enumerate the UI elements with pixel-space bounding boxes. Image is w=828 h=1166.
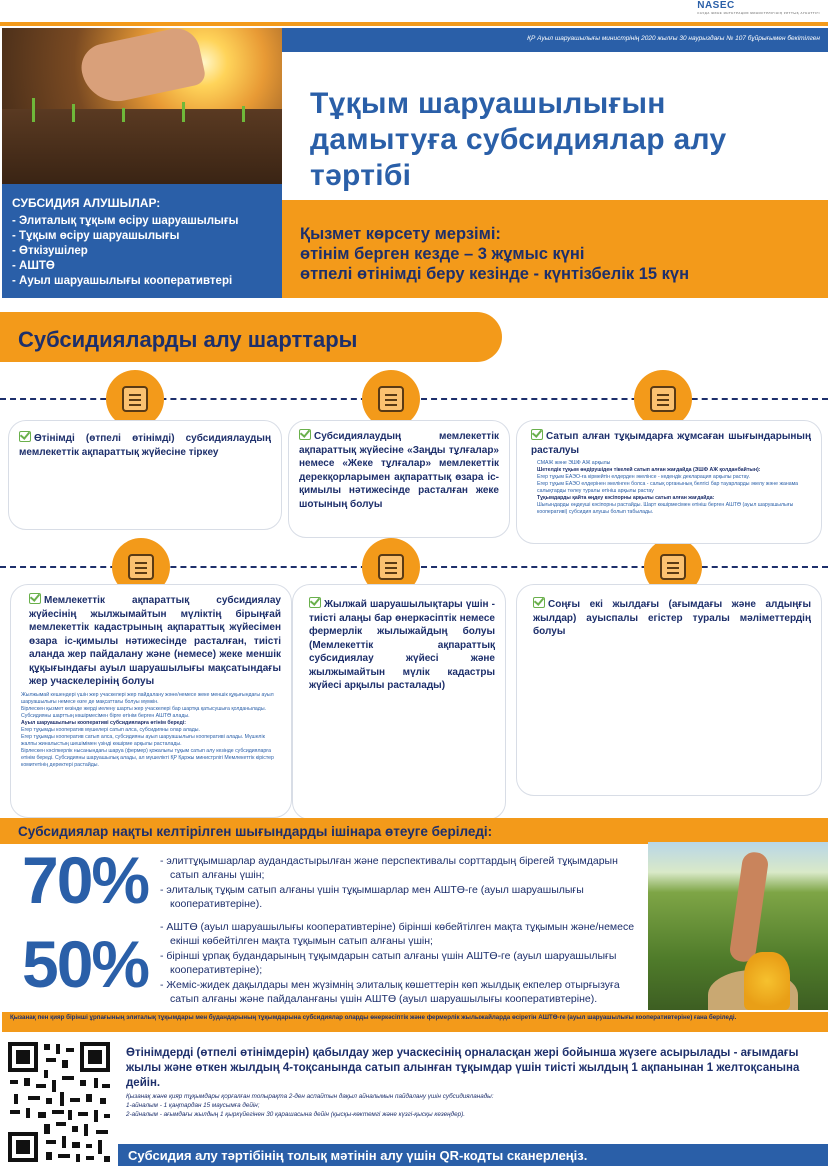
recipients-panel (2, 184, 282, 298)
nasec-logo (697, 0, 820, 15)
qr-code-graphic (6, 1040, 112, 1164)
note-item: Шетелдік тұқым өндірушіден тікелей сатып алған жағдайда (ЭШФ АЖ қолданбайтын): (537, 467, 761, 473)
service-line-transition: өтпелі өтінімді беру кезінде - күнтізбелік 15 күн (300, 265, 690, 283)
soil-shape (2, 109, 282, 184)
condition-card-crop-rotation (516, 584, 822, 796)
tier-item: - Жеміс-жидек дақылдары мен жүзімнің элиталық көшеттерін көп жылдық екпелер отырғызуға сатып алғаны және пайдаланғаны үшін АШТӨ (ауыл шаруашылығы кооперативтеріне). (156, 978, 642, 1006)
approval-bar (282, 28, 828, 52)
checkbox-icon (533, 597, 545, 608)
top-divider (0, 22, 828, 26)
deadline-sub: 1-айналым - 1 қаңтардан 15 маусымға дейін; (126, 1102, 260, 1109)
checkbox-icon (19, 431, 31, 442)
condition-text: Субсидиялаудың мемлекеттік ақпараттық жүйесіне «Заңды тұлғалар» немесе «Жеке тұлғалар» мемлекеттік дерекқорларымен ақпараттық өзара іс-қимылы нәтижесінде расталған жеке шотының болуы (299, 431, 499, 510)
logo-subtext: САУДА ЖӘНЕ ИНТЕГРАЦИЯ МИНИСТРЛІГІНІҢ ҰЛТТЫҚ АГЕНТТІГІ (697, 11, 820, 15)
recipients-heading: СУБСИДИЯ АЛУШЫЛАР: (12, 196, 161, 210)
note-item: Тұқымдарды қайта өңдеу кәсіпорны арқылы сатып алған жағдайда: (537, 495, 715, 501)
condition-text: Өтінімді (өтпелі өтінімді) субсидиялаудың мемлекеттік ақпараттық жүйесіне тіркеу (19, 433, 271, 458)
sprout-shape (72, 104, 75, 122)
condition-card-registration (8, 420, 282, 530)
expenses-notes (527, 460, 811, 516)
checkbox-icon (309, 597, 321, 608)
recipients-list (12, 214, 272, 289)
conditions-banner (0, 312, 502, 362)
reimbursement-heading: Субсидиялар нақты келтірілген шығындарды ішінара өтеуге беріледі: (18, 824, 493, 839)
grains-shape (744, 952, 790, 1010)
footer-text: Субсидия алу тәртібінің толық мәтінін алу үшін QR-кодты сканерлеңіз. (128, 1148, 588, 1163)
condition-card-account (288, 420, 510, 538)
note-item: Ауыл шаруашылығы кооперативі субсидияларға өтінім береді: (21, 719, 186, 726)
condition-text: Сатып алған тұқымдарға жұмсаған шығындарының расталуы (531, 431, 811, 456)
service-line-application: өтінім берген кезде – 3 жұмыс күні (300, 245, 585, 263)
condition-card-land (10, 584, 292, 818)
recipient-item: - Өткізушілер (12, 244, 272, 259)
arm-shape (728, 851, 769, 964)
tier-50-list (156, 920, 642, 1007)
recipient-item: - Элиталық тұқым өсіру шаруашылығы (12, 214, 272, 229)
condition-card-greenhouse (292, 584, 506, 820)
note-text: Қызанақ пен қияр бірінші ұрпағының элиталық тұқымдары мен будандарының тұқымдарына субсидиялар оларды өнеркәсіптік және фермерлік жылыжайларда өсіретін АШТӨ-ге (ауыл шаруашылығы кооперативтеріне) ғана беріледі. (10, 1014, 737, 1021)
note-item: Егер тұқымды кооператив сатып алса, субсидияны ауыл шаруашылығы кооперативі алады. Мүшелік жалпы жиналыстың шешімімен үзінді көшірме арқылы расталады. (21, 733, 265, 747)
tomato-cucumber-note (2, 1012, 828, 1032)
hero-photo-seedlings (2, 28, 282, 184)
condition-text: Соңғы екі жылдағы (ағымдағы және алдыңғы жылдар) ауыспалы егістер туралы мәліметтердің болуы (533, 599, 811, 637)
note-item: Бірлескен кәсіпкерлік нысанындағы шаруа (фермер) қожалығы тұқым сатып алу кезінде субсидияларға өтінім береді. Субсидияны шаруашылық алады, ал мүшелікті ҚР Қаржы министрлігі Мемлекеттік кірістер комитетінің деректері растайды. (21, 747, 274, 768)
sprout-shape (32, 98, 35, 122)
note-item: Шығындарды өңдеуші кәсіпорны растайды. Шарт көшірмесімен өтініш берген АШТӨ (ауыл шаруашылығы кооперативі) субсидия алушы болып табылады. (537, 502, 794, 515)
condition-card-expenses (516, 420, 822, 544)
recipient-item: - Тұқым өсіру шаруашылығы (12, 229, 272, 244)
service-heading: Қызмет көрсету мерзімі: (300, 225, 501, 243)
tier-item: - элиталық тұқым сатып алғаны үшін тұқымшарлар мен АШТӨ-ге (ауыл шаруашылығы кооперативтеріне). (156, 883, 642, 911)
condition-text: Мемлекеттік ақпараттық субсидиялау жүйесінің жылжымайтын мүліктің бірыңғай мемлекеттік кадастрының ақпараттық жүйесімен өзара іс-қимылы нәтижесінде расталған, тиісті аланда жер пайдалану және (немесе) жеке меншік құқығындағы ауыл шаруашылығы мақсатындағы жер учаскелерінің болуы (29, 595, 281, 687)
footer-bar (118, 1144, 828, 1166)
tier-item: - элиттұқымшарлар аудандастырылған және перспективалы сорттардың бірегей тұқымдарын сатып алғаны үшін; (156, 854, 642, 882)
hand-shape (77, 28, 207, 108)
recipient-item: - АШТӨ (12, 259, 272, 274)
recipient-item: - Ауыл шаруашылығы кооперативтері (12, 274, 272, 289)
note-item: Егер тұқым ЕАЭО елдерінен әкелінген болса - салық органының белгісі бар тауарларды әкелу және жанама салықтарды төлеу туралы өтініш арқылы растау (537, 481, 799, 494)
deadline-main: Өтінімдерді (өтпелі өтінімдерін) қабылдау жер учаскесінің орналасқан жері бойынша жүзеге асырылады - ағымдағы жылы және өткен жылдың 4-тоқсанында сатып алынған тұқымдар үшін тиісті жылдың 1 ақпанынан 1 желтоқсанына дейін. (126, 1047, 800, 1089)
deadline-sub: 2-айналым - ағымдағы жылдың 1 қыркүйегінен 30 қарашасына дейін (қысқы-көктемгі және күзгі-қысқы кезеңдер). (126, 1111, 465, 1118)
checkbox-icon (299, 429, 311, 440)
checkbox-icon (29, 593, 41, 604)
checkbox-icon (531, 429, 543, 440)
note-item: СМАЖ және ЭШФ АЖ арқылы (537, 460, 611, 466)
tier-item: - АШТӨ (ауыл шаруашылығы кооперативтеріне) бірінші көбейтілген мақта тұқымын және/немесе екінші көбейтілген мақта тұқымын сатып алғаны үшін; (156, 920, 642, 948)
condition-text: Жылжай шаруашылықтары үшін - тиісті алаңы бар өнеркәсіптік немесе фермерлік жылыжайдың болуы (Мемлекеттік ақпараттық субсидиялау жүйесі және жылжымайтын мүлік кадастры жүйесі арқылы расталады) (309, 599, 495, 691)
note-item: Егер тұқым ЕАЭО-ға кірмейтін елдерден әкелінсе - кедендік декларация арқылы растау. (537, 474, 750, 480)
sprout-shape (242, 106, 245, 122)
logo-text: NASEC (697, 0, 735, 11)
percent-70: 70% (22, 843, 149, 917)
tier-70-list (156, 854, 642, 912)
note-item: Жылжымай кешендері үшін жер учаскелері жер пайдалану және/немесе жеке меншік құқығындағы ауыл шаруашылығы немесе өзге де мақсаттағы болуы мүмкін. (21, 691, 274, 705)
service-period-panel (282, 200, 828, 298)
sprout-shape (122, 108, 125, 122)
conditions-heading: Субсидияларды алу шарттары (18, 327, 358, 352)
reimbursement-banner (0, 818, 828, 844)
corn-seeds-photo (648, 842, 828, 1010)
page-title: Тұқым шаруашылығын дамытуға субсидиялар алу тәртібі (310, 87, 727, 192)
tier-item: - бірінші ұрпақ будандарының тұқымдарын сатып алғаны үшін АШТӨ-ге (ауыл шаруашылығы кооперативтеріне); (156, 949, 642, 977)
qr-code[interactable] (6, 1040, 112, 1164)
note-item: Егер тұқымды кооператив мүшелері сатып алса, субсидияны олар алады. (21, 726, 200, 733)
approval-text: ҚР Ауыл шаруашылығы министрінің 2020 жылғы 30 наурыздағы № 107 бұйрығымен бекітілген (527, 35, 820, 42)
note-item: Бірлескен қызмет кезінде жерді иелену шарты жер учаскелері бар шартқа қатысушыға қолданылады. Субсидияны шарттың көшірмесімен бірге өтінім берген АШТӨ алады. (21, 705, 266, 719)
percent-50: 50% (22, 927, 149, 1001)
deadline-sub: Қызанақ және қияр тұқымдары қорғалған топырақта 2-ден аспайтын дақыл айналымын пайдалану үшін субсидияланады: (126, 1093, 494, 1100)
sprout-shape (182, 102, 185, 122)
land-notes (21, 692, 281, 769)
application-deadline (126, 1046, 820, 1119)
